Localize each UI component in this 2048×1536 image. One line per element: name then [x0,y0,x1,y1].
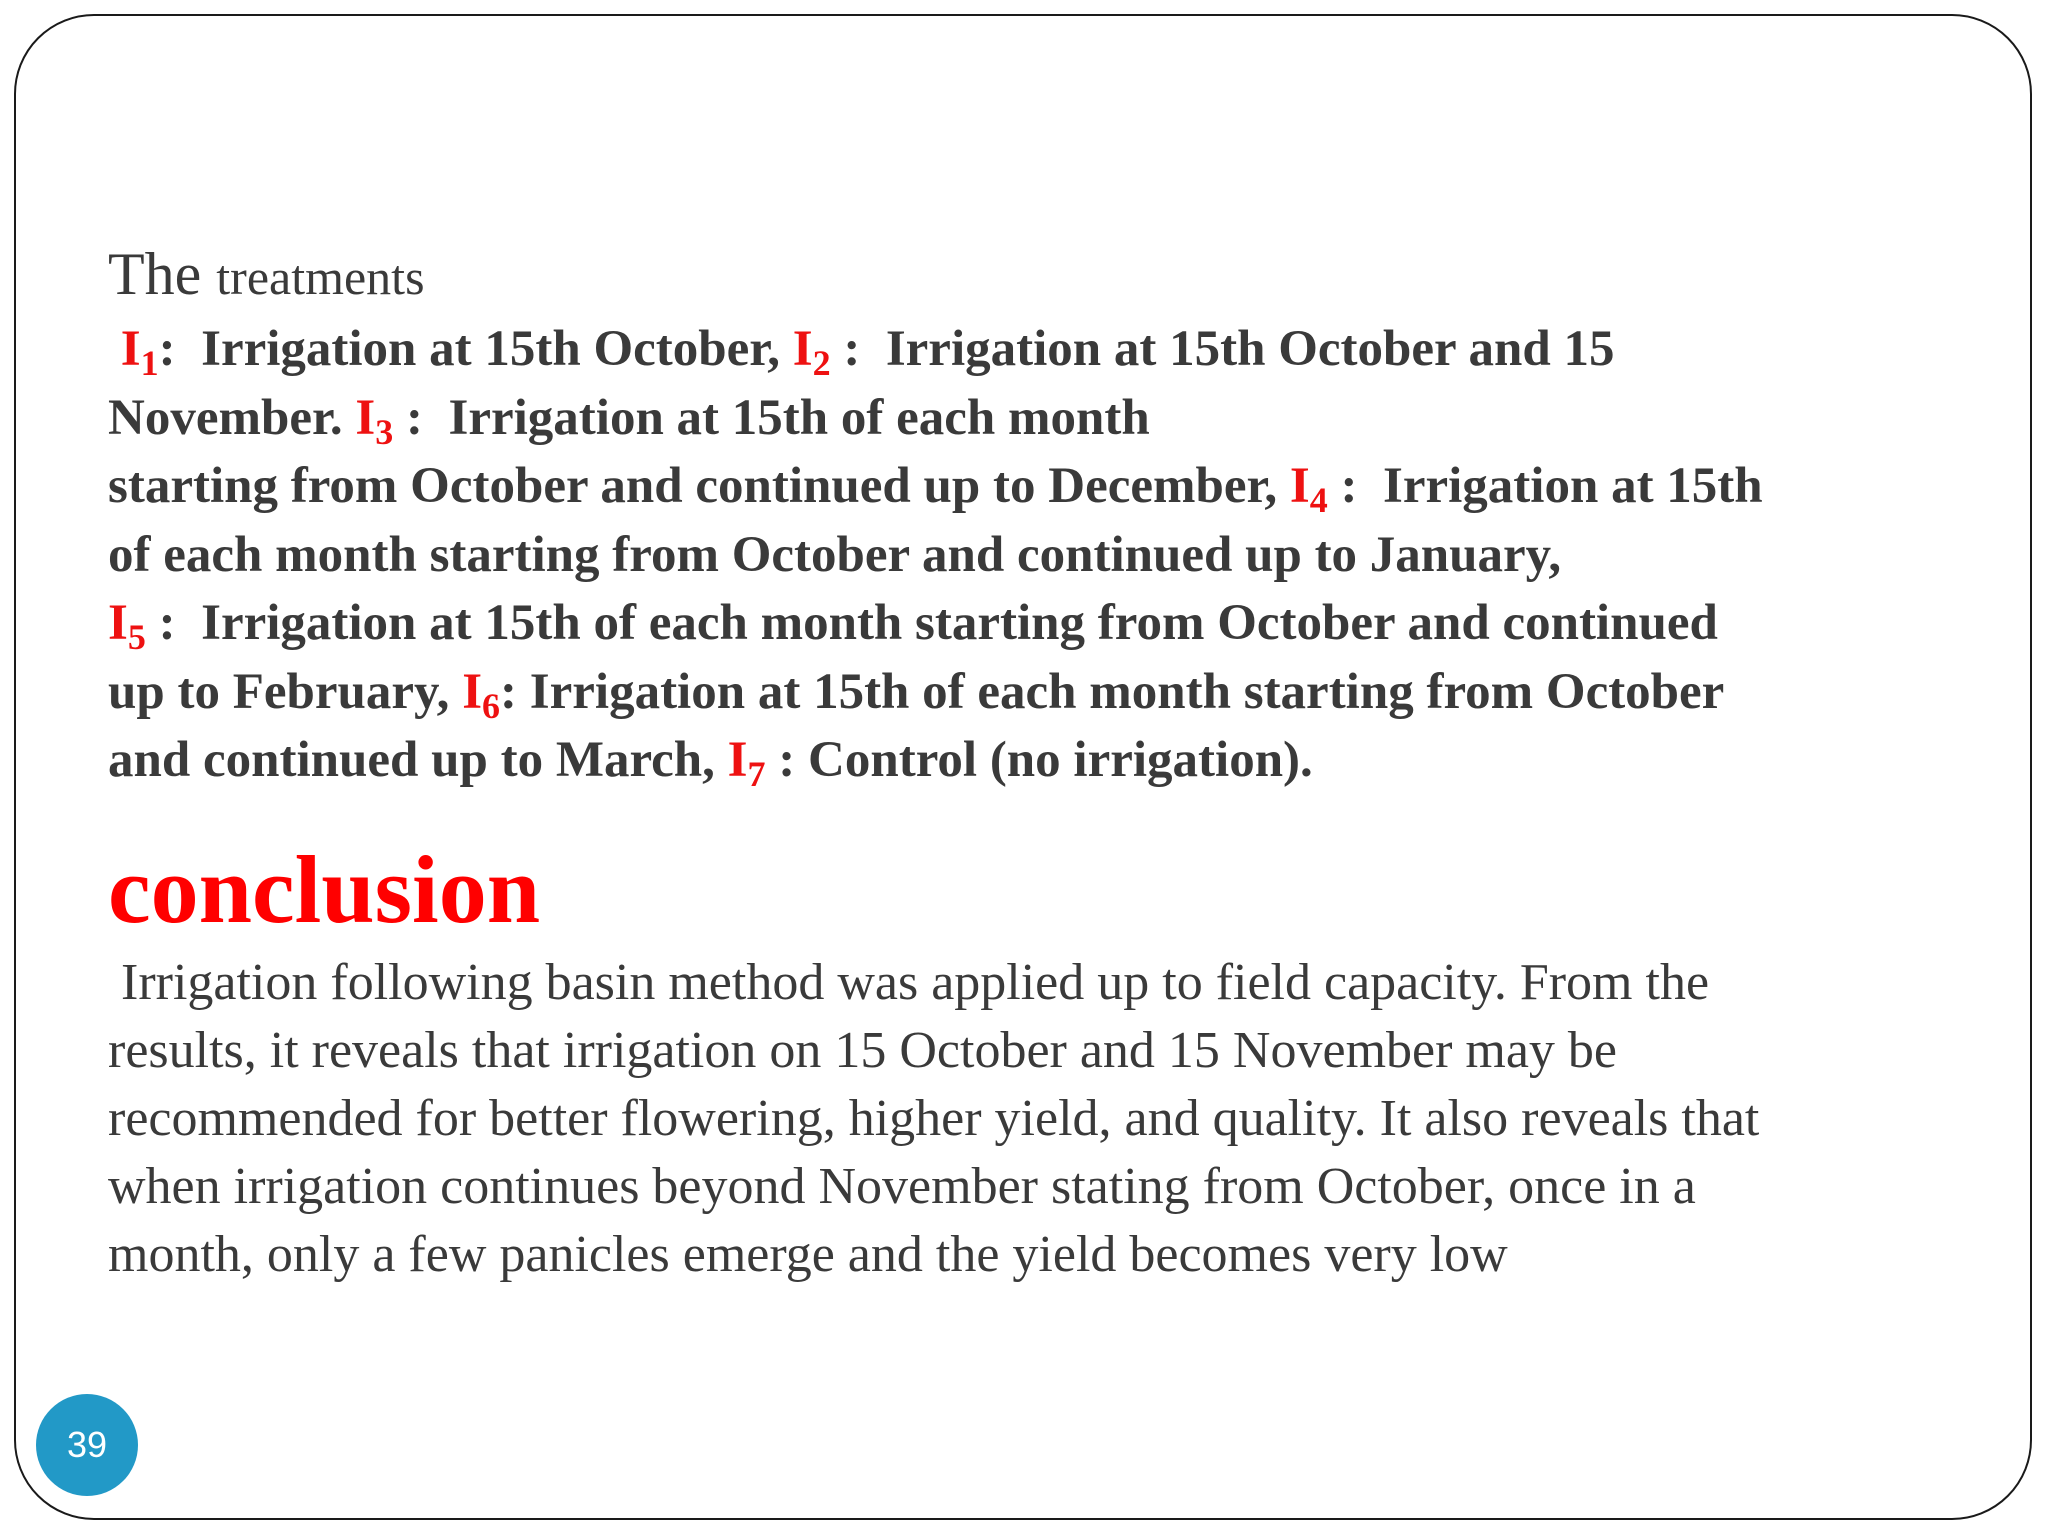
treatment-text: : Irrigation at 15th October, [158,321,793,377]
treatment-code-letter: I [120,321,141,377]
treatment-code-letter: I [462,663,483,720]
treatment-text: : Irrigation at 15th of each month starting from October and continued [145,595,1718,651]
treatment-code-number: 6 [482,685,501,726]
treatment-code [1289,458,1328,520]
treatment-code-number: 2 [812,343,831,383]
conclusion-line: when irrigation continues beyond November stating from October, once in a [108,1157,1696,1215]
treatment-code-letter: I [727,732,748,788]
treatment-code-number: 5 [127,617,146,657]
treatment-text: and continued up to March, [108,732,728,788]
treatment-code-letter: I [1289,458,1310,514]
treatment-text: : Irrigation at 15th of each month starting from October [500,663,1725,720]
treatment-text: up to February, [108,663,463,720]
treatment-text [108,321,121,377]
treatment-text: : Irrigation at 15th October and 15 [830,321,1615,377]
treatment-code-number: 7 [747,754,766,794]
treatment-line [108,726,2008,795]
treatment-line [108,521,2008,590]
treatment-line [108,452,2008,521]
conclusion-line: recommended for better flowering, higher yield, and quality. It also reveals that [108,1089,1760,1147]
slide-content [108,234,2008,1289]
treatment-line [108,658,2008,727]
treatment-code [792,321,831,383]
treatment-code-letter: I [792,321,813,377]
treatment-code [108,595,146,657]
conclusion-line: Irrigation following basin method was applied up to field capacity. From the [108,953,1710,1011]
treatments-list [108,315,2008,795]
treatment-code [462,663,501,726]
treatment-text: starting from October and continued up to December, [108,458,1290,514]
treatment-code-letter: I [108,595,128,651]
page-number-badge: 39 [36,1394,138,1496]
treatment-code-number: 1 [140,343,159,383]
treatment-text: : Irrigation at 15th [1327,458,1763,514]
treatment-code-number: 4 [1309,480,1328,520]
treatment-line [108,589,2008,658]
treatment-line [108,315,2008,384]
treatment-text: of each month starting from October and continued up to January, [108,526,1562,583]
conclusion-title: conclusion [108,835,541,943]
treatment-code [727,732,766,794]
conclusion-line: month, only a few panicles emerge and the yield becomes very low [108,1225,1508,1283]
heading-word-the: The [108,241,202,307]
conclusion-line: results, it reveals that irrigation on 15 October and 15 November may be [108,1021,1618,1079]
treatment-code [355,389,394,452]
treatment-code-letter: I [355,389,376,446]
treatment-code [120,321,159,383]
treatment-text: : Irrigation at 15th of each month [393,389,1150,446]
treatment-text: November. [108,389,356,446]
conclusion-body [108,949,2008,1289]
treatment-line [108,384,2008,453]
treatment-text: : Control (no irrigation). [765,732,1313,788]
treatment-code-number: 3 [375,411,394,452]
heading-word-treatments: treatments [216,249,425,305]
treatments-heading [108,234,2008,317]
slide-frame [14,14,2032,1520]
